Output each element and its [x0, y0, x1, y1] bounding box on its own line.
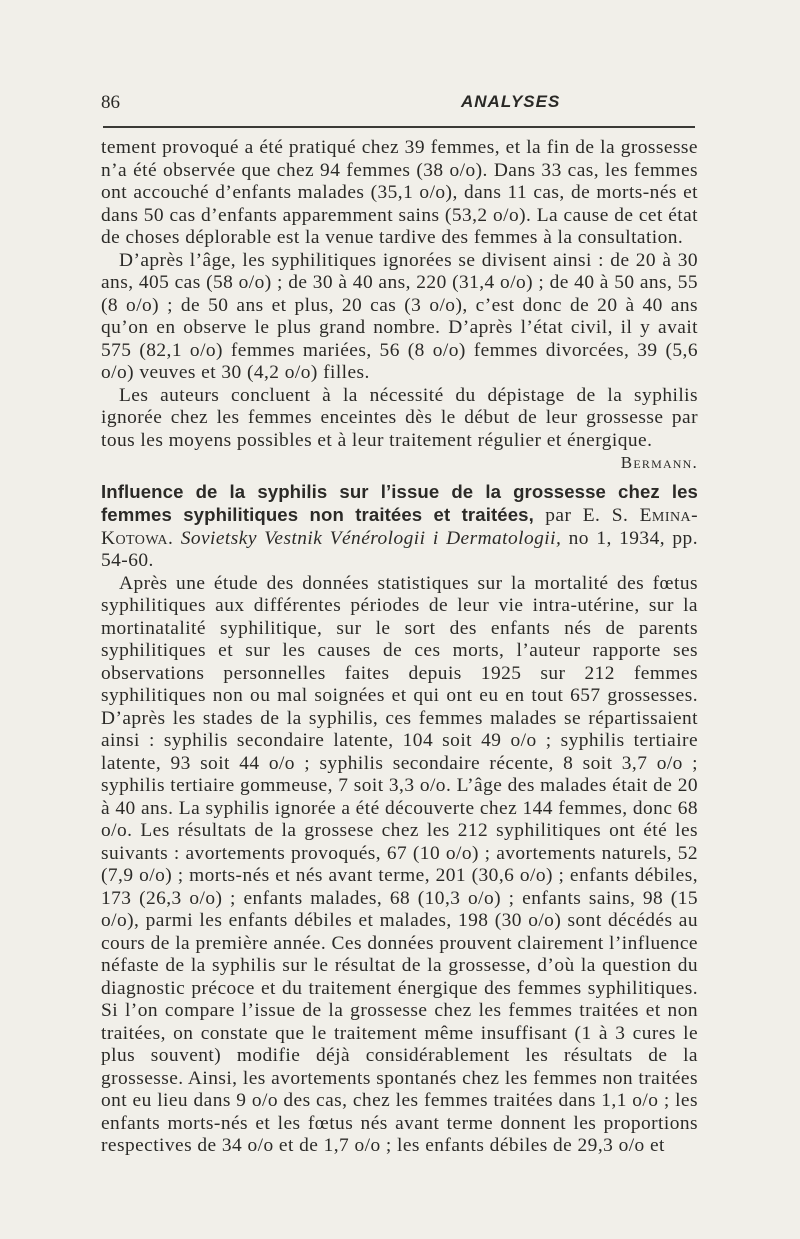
review1-paragraph-2: D’après l’âge, les syphilitiques ignorées se divisent ainsi : de 20 à 30 ans, 405 cas (58 o/o) ; de 30 à 40 ans, 220 (31,4 o/o) ; de 40 à 50 ans, 55 (8 o/o) ; de 50 ans et plus, 20 cas (3 o/o), c’est donc de 20 à 40 ans qu’on en observe le plus grand nombre. D’après l’état civil, il y avait 575 (82,1 o/o) femmes mariées, 56 (8 o/o) femmes divorcées, 39 (5,6 o/o) veuves et 30 (4,2 o/o) filles. [101, 249, 698, 383]
running-head: ANALYSES [461, 92, 561, 111]
article-title: Influence de la syphilis sur l’issue de la grossesse chez les femmes syphilitiques non traitées et traitées, [101, 480, 698, 525]
review1-paragraph-1: tement provoqué a été pratiqué chez 39 femmes, et la fin de la grossesse n’a été observée que chez 94 femmes (38 o/o). Dans 33 cas, les femmes ont accouché d’enfants malades (35,1 o/o), dans 11 cas, de morts-nés et dans 50 cas d’enfants apparemment sains (53,2 o/o). La cause de cet état de choses déplorable est la venue tardive des femmes à la consultation. [101, 137, 698, 248]
article-author: Emina-Kotowa. [101, 505, 698, 549]
author-prefix: par E. S. [545, 505, 629, 526]
review2-paragraph-1: Après une étude des données statistiques sur la mortalité des fœtus syphilitiques aux différentes périodes de leur vie intra-utérine, sur la mortinatalité syphilitique, sur le sort des enfants nés de parents syphilitiques et sur les causes de ces morts, l’auteur rapporte ses observations personnelles faites depuis 1925 sur 212 femmes syphilitiques non ou mal soignées et qui ont eu en tout 657 grossesses. D’après les stades de la syphilis, ces femmes malades se répartissaient ainsi : syphilis secondaire latente, 104 soit 49 o/o ; syphilis tertiaire latente, 93 soit 44 o/o ; syphilis secondaire récente, 8 soit 3,7 o/o ; syphilis tertiaire gommeuse, 7 soit 3,3 o/o. L’âge des malades était de 20 à 40 ans. La syphilis ignorée a été découverte chez 144 femmes, donc 68 o/o. Les résultats de la grossese chez les 212 syphilitiques ont été les suivants : avortements provoqués, 67 (10 o/o) ; avortements naturels, 52 (7,9 o/o) ; morts-nés et nés avant terme, 201 (30,6 o/o) ; enfants débiles, 173 (26,3 o/o) ; enfants malades, 68 (10,3 o/o) ; enfants sains, 98 (15 o/o), parmi les enfants débiles et malades, 198 (30 o/o) sont décédés au cours de la première année. Ces données prouvent clairement l’influence néfaste de la syphilis sur le résultat de la grossesse, d’où la question du diagnostic précoce et du traitement énergique des femmes syphilitiques. Si l’on compare l’issue de la grossesse chez les femmes traitées et non traitées, on constate que le traitement même insuffisant (1 à 3 cures le plus souvent) modifie déjà considérablement les résultats de la grossesse. Ainsi, les avortements spontanés chez les femmes non traitées ont eu lieu dans 9 o/o des cas, chez les femmes traitées dans 1,1 o/o ; les enfants morts-nés et les fœtus nés avant terme donnent les proportions respectives de 34 o/o et de 1,7 o/o ; les enfants débiles de 29,3 o/o et [101, 572, 698, 1156]
journal-name: Sovietsky Vestnik Vénérologii i Dermatologii, [180, 527, 562, 549]
reviewer-signature: Bermann. [620, 453, 698, 472]
review2-heading [101, 481, 698, 573]
body-text [101, 137, 698, 1158]
page-header [101, 92, 697, 118]
page-number: 86 [101, 92, 120, 113]
review1-paragraph-3: Les auteurs concluent à la nécessité du dépistage de la syphilis ignorée chez les femmes enceintes dès le début de leur grossesse par tous les moyens possibles et à leur traitement régulier et énergique. [101, 384, 698, 451]
citation-details: no 1, 1934, pp. 54-60. [101, 527, 698, 571]
header-rule [103, 126, 695, 128]
